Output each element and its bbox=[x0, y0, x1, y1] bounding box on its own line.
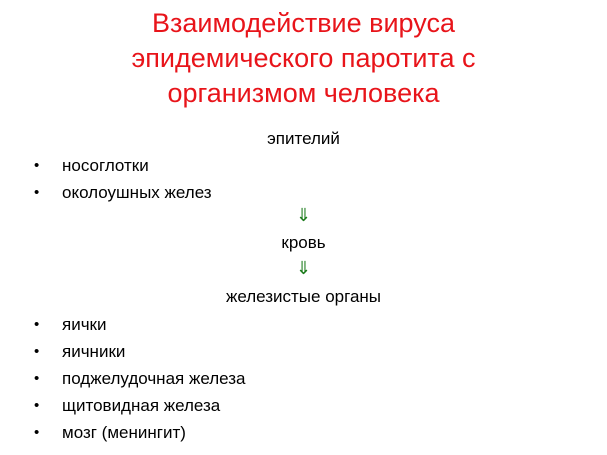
list-item-label: щитовидная железа bbox=[62, 396, 221, 415]
title-line: Взаимодействие вируса bbox=[152, 8, 455, 38]
list-item-label: околоушных желез bbox=[62, 183, 212, 202]
list-item-label: мозг (менингит) bbox=[62, 423, 186, 442]
bullet-icon: • bbox=[34, 157, 40, 174]
list-item bbox=[34, 311, 245, 338]
list-item-label: яичники bbox=[62, 342, 126, 361]
bullet-icon: • bbox=[34, 316, 40, 333]
bullet-icon: • bbox=[34, 184, 40, 201]
list-item bbox=[34, 365, 245, 392]
down-arrow-icon: ⇓ bbox=[295, 205, 312, 226]
title-line: организмом человека bbox=[167, 78, 440, 108]
heading-epithelium: эпителий bbox=[267, 129, 340, 148]
epithelium-list bbox=[34, 152, 212, 206]
bullet-icon: • bbox=[34, 424, 40, 441]
list-item bbox=[34, 392, 245, 419]
list-item-label: поджелудочная железа bbox=[62, 369, 246, 388]
bullet-icon: • bbox=[34, 343, 40, 360]
down-arrow-icon: ⇓ bbox=[295, 258, 312, 279]
list-item-label: яички bbox=[62, 315, 107, 334]
slide-title bbox=[0, 6, 607, 111]
list-item bbox=[34, 152, 212, 179]
list-item bbox=[34, 179, 212, 206]
bullet-icon: • bbox=[34, 397, 40, 414]
glands-list bbox=[34, 311, 245, 446]
bullet-icon: • bbox=[34, 370, 40, 387]
heading-glandular-organs: железистые органы bbox=[225, 287, 382, 306]
list-item bbox=[34, 338, 245, 365]
title-line: эпидемического паротита с bbox=[131, 43, 476, 73]
heading-blood: кровь bbox=[281, 233, 326, 252]
list-item bbox=[34, 419, 245, 446]
list-item-label: носоглотки bbox=[62, 156, 149, 175]
